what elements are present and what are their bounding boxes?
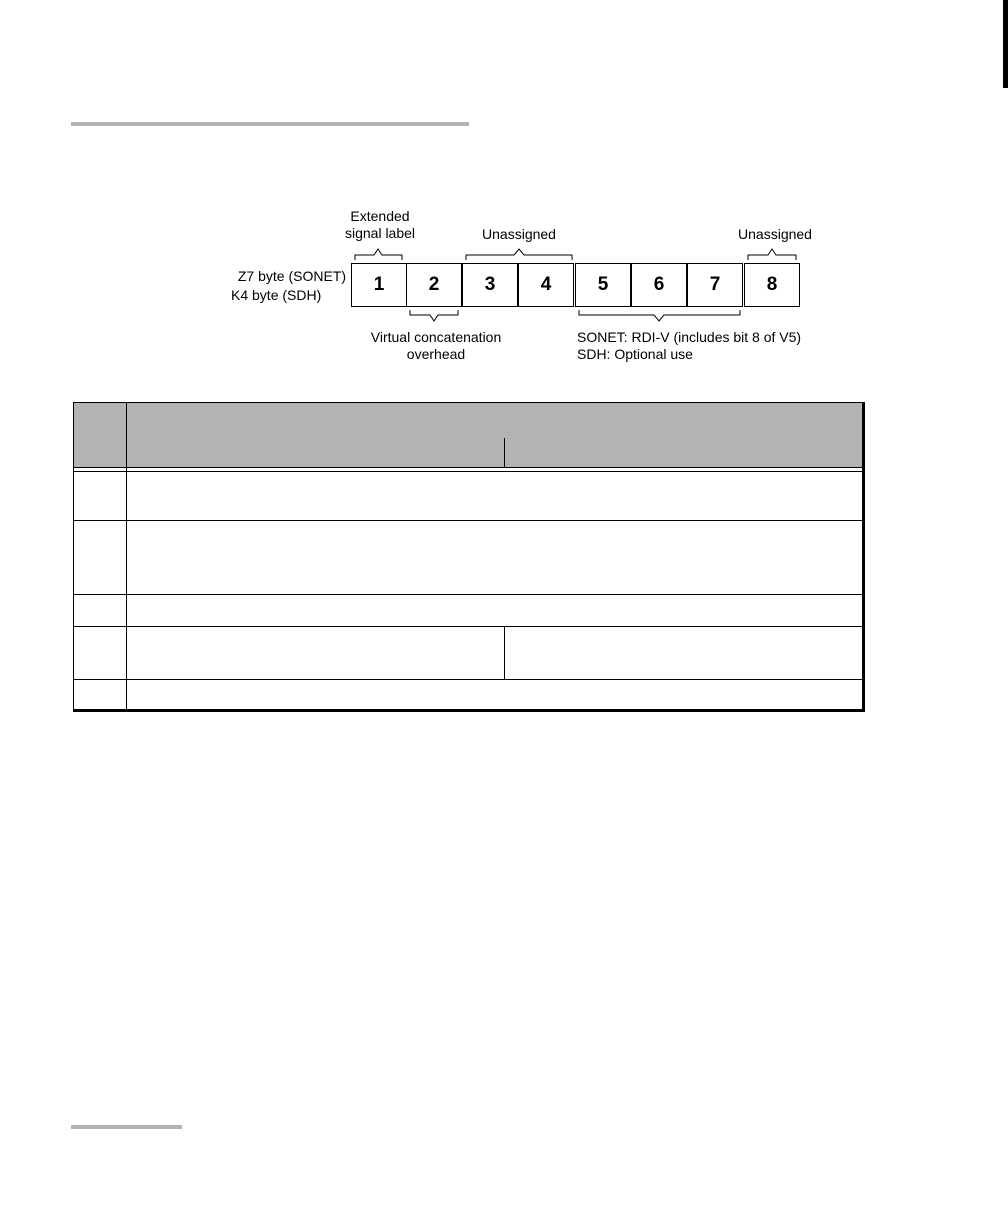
table-cell (74, 626, 127, 679)
table-cell (504, 626, 863, 679)
table-row (74, 472, 864, 521)
bit-box: 8 (744, 263, 800, 307)
z7-byte-label: Z7 byte (SONET) (237, 268, 346, 284)
label-line: SONET: RDI-V (includes bit 8 of V5) (577, 329, 802, 345)
table-row (74, 521, 864, 595)
unassigned-label-bits-3-4: Unassigned (482, 226, 556, 242)
table-header-cell (127, 403, 864, 438)
brace-top-bits-3-4 (466, 249, 572, 260)
virtual-concatenation-label (360, 329, 512, 363)
table-row (74, 595, 864, 627)
label-line: Extended (350, 208, 410, 224)
brace-bottom-bits-5-7 (579, 310, 740, 321)
table-header-cell (74, 403, 127, 468)
table-row (74, 680, 864, 711)
table-cell (127, 595, 864, 627)
brace-top-bit-8 (748, 249, 796, 260)
bit-box: 6 (631, 263, 687, 307)
bit-box: 1 (351, 263, 407, 307)
bit-box: 3 (462, 263, 518, 307)
label-line: SDH: Optional use (577, 346, 693, 362)
table-cell (74, 521, 127, 595)
bit-box: 5 (575, 263, 631, 307)
unassigned-label-bit-8: Unassigned (738, 226, 812, 242)
brace-top-bit-1 (355, 249, 402, 260)
brace-bottom-bit-2 (410, 310, 458, 321)
table-cell (127, 680, 864, 711)
bit-box: 7 (687, 263, 743, 307)
table-cell (74, 595, 127, 627)
sonet-rdi-label (577, 329, 801, 363)
table-subheader-cell (504, 438, 863, 468)
table-cell (74, 472, 127, 521)
bit-box: 4 (518, 263, 574, 307)
footer-rule (71, 1125, 182, 1129)
label-line: overhead (406, 346, 466, 362)
table-cell (127, 521, 864, 595)
table-row (74, 626, 864, 679)
table-subheader-cell (127, 438, 504, 468)
table-cell (127, 472, 864, 521)
bit-definition-table (73, 402, 865, 712)
label-line: signal label (344, 225, 416, 241)
k4-byte-label: K4 byte (SDH) (231, 287, 322, 303)
label-line: Virtual concatenation (370, 329, 502, 345)
table-cell (74, 680, 127, 711)
bit-box: 2 (406, 263, 462, 307)
table-cell (127, 626, 504, 679)
